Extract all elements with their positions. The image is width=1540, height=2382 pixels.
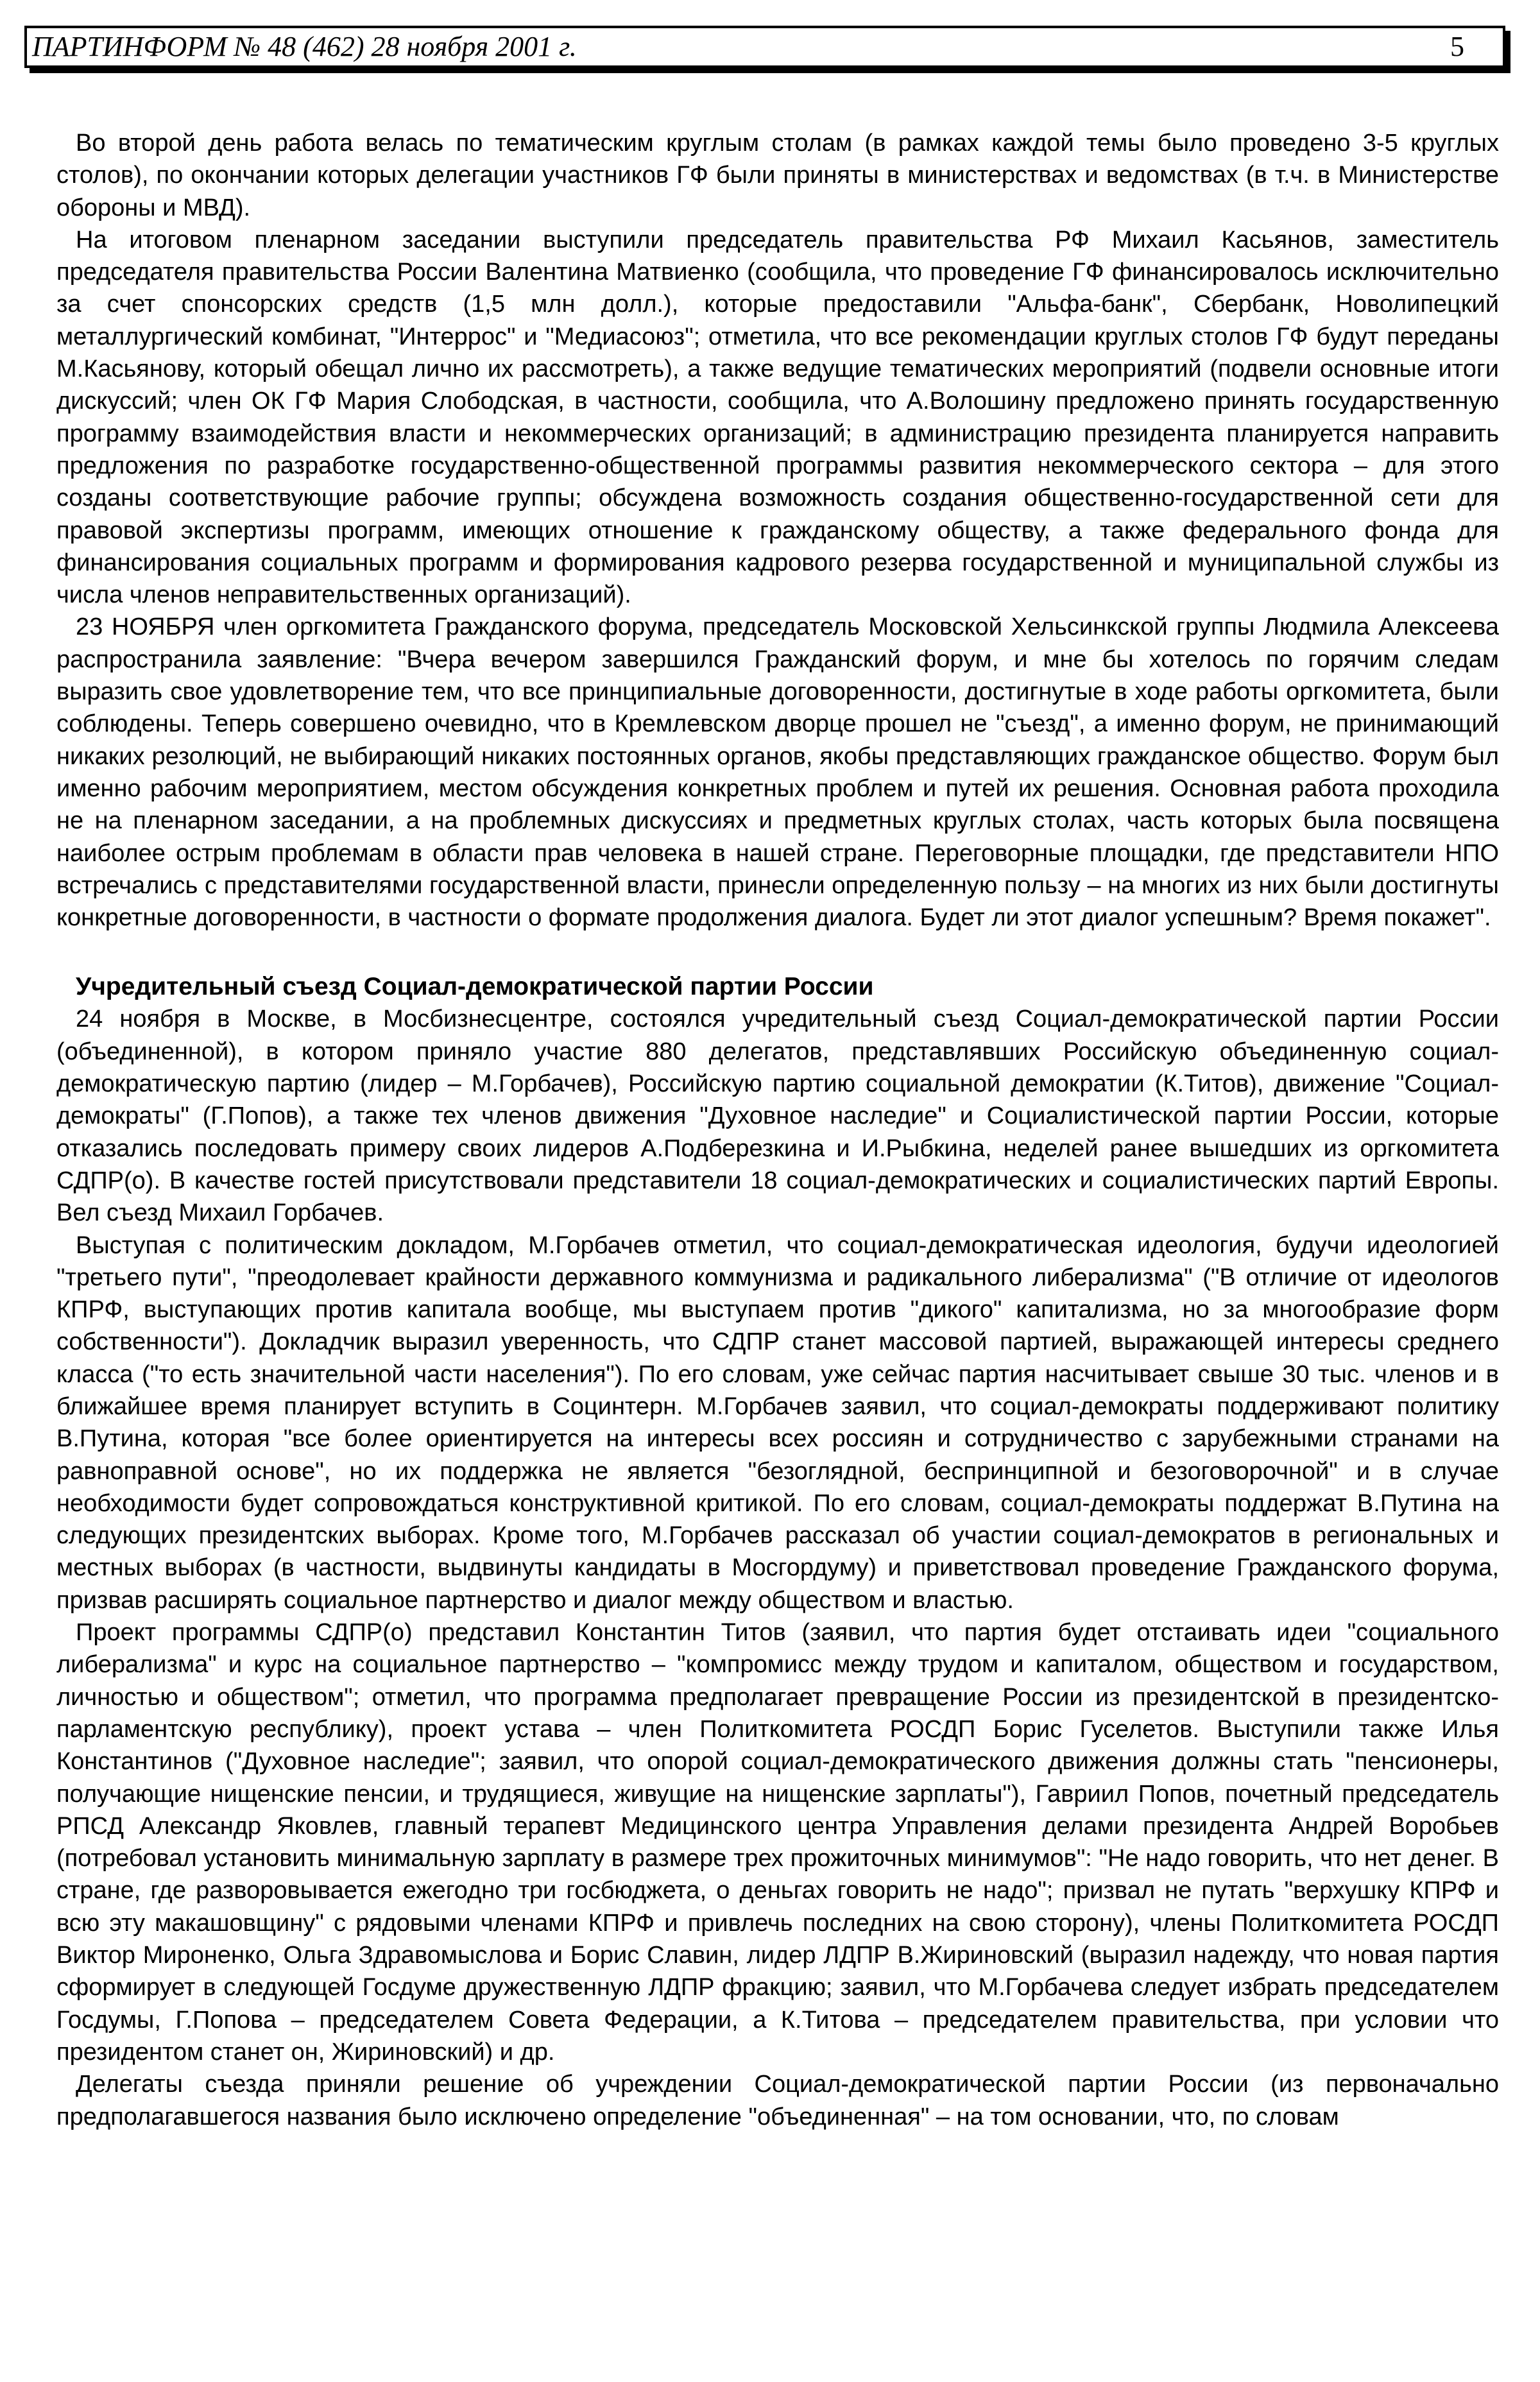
paragraph: 24 ноября в Москве, в Мосбизнесцентре, состоялся учредительный съезд Социал-демократической партии России (объединенной), в котором приняло участие 880 делегатов, представлявших Российскую объединенную социал-демократическую партию (лидер – М.Горбачев), Российскую партию социальной демократии (К.Титов), движение "Социал-демократы" (Г.Попов), а также тех членов движения "Духовное наследие" и Социалистической партии России, которые отказались последовать примеру своих лидеров А.Подберезкина и И.Рыбкина, неделей ранее вышедших из оргкомитета СДПР(о). В качестве гостей присутствовали представители 18 социал-демократических и социалистических партий Европы. Вел съезд Михаил Горбачев. <box>56 1006 1499 1227</box>
paragraph: Делегаты съезда приняли решение об учреждении Социал-демократической партии России (из первоначально предполагавшегося названия было исключено определение "объединенная" – на том основании, что, по словам <box>56 2071 1499 2130</box>
publication-title: ПАРТИНФОРМ № 48 (462) 28 ноября 2001 г. <box>32 31 577 62</box>
article-body <box>56 127 1499 2133</box>
page-number: 5 <box>1450 31 1464 62</box>
paragraph: 23 НОЯБРЯ член оргкомитета Гражданского форума, председатель Московской Хельсинкской группы Людмила Алексеева распространила заявление: "Вчера вечером завершился Гражданский форум, и мне бы хотелось по горячим следам выразить свое удовлетворение тем, что все принципиальные договоренности, достигнутые в ходе работы оргкомитета, были соблюдены. Теперь совершено очевидно, что в Кремлевском дворце прошел не "съезд", а именно форум, не принимающий никаких резолюций, не выбирающий никаких постоянных органов, якобы представляющих гражданское общество. Форум был именно рабочим мероприятием, местом обсуждения конкретных проблем и путей их решения. Основная работа проходила не на пленарном заседании, а на проблемных дискуссиях и предметных круглых столах, часть которых была посвящена наиболее острым проблемам в области прав человека в нашей стране. Переговорные площадки, где представители НПО встречались с представителями государственной власти, принесли определенную пользу – на многих из них были достигнуты конкретные договоренности, в частности о формате продолжения диалога. Будет ли этот диалог успешным? Время покажет". <box>56 613 1499 932</box>
paragraph: Выступая с политическим докладом, М.Горбачев отметил, что социал-демократическая идеология, будучи идеологией "третьего пути", "преодолевает крайности державного коммунизма и радикального либерализма" ("В отличие от идеологов КПРФ, выступающих против капитала вообще, мы выступаем против "дикого" капитализма, но за многообразие форм собственности"). Докладчик выразил уверенность, что СДПР станет массовой партией, выражающей интересы среднего класса ("то есть значительной части населения"). По его словам, уже сейчас партия насчитывает свыше 30 тыс. членов и в ближайшее время планирует вступить в Социнтерн. М.Горбачев заявил, что социал-демократы поддерживают политику В.Путина, которая "все более ориентируется на интересы всех россиян и сотрудничество с зарубежными странами на равноправной основе", но их поддержка не является "безоглядной, беспринципной и безоговорочной" и в случае необходимости будет сопровождаться конструктивной критикой. По его словам, социал-демократы поддержат В.Путина на следующих президентских выборах. Кроме того, М.Горбачев рассказал об участии социал-демократов в региональных и местных выборах (в частности, выдвинуты кандидаты в Мосгордуму) и приветствовал проведение Гражданского форума, призвав расширять социальное партнерство и диалог между обществом и властью. <box>56 1231 1499 1614</box>
page-header <box>24 26 1505 68</box>
paragraph: На итоговом пленарном заседании выступили председатель правительства РФ Михаил Касьянов, заместитель председателя правительства России Валентина Матвиенко (сообщила, что проведение ГФ финансировалось исключительно за счет спонсорских средств (1,5 млн долл.), которые предоставили "Альфа-банк", Сбербанк, Новолипецкий металлургический комбинат, "Интеррос" и "Медиасоюз"; отметила, что все рекомендации круглых столов ГФ будут переданы М.Касьянову, который обещал лично их рассмотреть), а также ведущие тематических мероприятий (подвели основные итоги дискуссий; член ОК ГФ Мария Слободская, в частности, сообщила, что А.Волошину предложено принять государственную программу взаимодействия власти и некоммерческих организаций; в администрацию президента планируется направить предложения по разработке государственно-общественной программы развития некоммерческого сектора – для этого созданы соответствующие рабочие группы; обсуждена возможность создания общественно-государственной сети для правовой экспертизы программ, имеющих отношение к гражданскому обществу, а также федерального фонда для финансирования социальных программ и формирования кадрового резерва государственной и муниципальной службы из числа членов неправительственных организаций). <box>56 226 1499 609</box>
paragraph: Во второй день работа велась по тематическим круглым столам (в рамках каждой темы было проведено 3-5 круглых столов), по окончании которых делегации участников ГФ были приняты в министерствах и ведомствах (в т.ч. в Министерстве обороны и МВД). <box>56 130 1499 221</box>
section-heading: Учредительный съезд Социал-демократической партии России <box>76 973 874 1001</box>
paragraph: Проект программы СДПР(о) представил Константин Титов (заявил, что партия будет отстаивать идеи "социального либерализма" и курс на социальное партнерство – "компромисс между трудом и капиталом, обществом и государством, личностью и обществом"; отметил, что программа предполагает превращение России из президентской в президентско-парламентскую республику), проект устава – член Политкомитета РОСДП Борис Гуселетов. Выступили также Илья Константинов ("Духовное наследие"; заявил, что опорой социал-демократического движения должны стать "пенсионеры, получающие нищенские пенсии, и трудящиеся, живущие на нищенские зарплаты"), Гавриил Попов, почетный председатель РПСД Александр Яковлев, главный терапевт Медицинского центра Управления делами президента Андрей Воробьев (потребовал установить минимальную зарплату в размере трех прожиточных минимумов": "Не надо говорить, что нет денег. В стране, где разворовывается ежегодно три госбюджета, о деньгах говорить не надо"; призвал не путать "верхушку КПРФ и всю эту макашовщину" с рядовыми членами КПРФ и привлечь последних на свою сторону), члены Политкомитета РОСДП Виктор Мироненко, Ольга Здравомыслова и Борис Славин, лидер ЛДПР В.Жириновский (выразил надежду, что новая партия сформирует в следующей Госдуме дружественную ЛДПР фракцию; заявил, что М.Горбачева следует избрать председателем Госдумы, Г.Попова – председателем Совета Федерации, а К.Титова – председателем правительства, при условии что президентом станет он, Жириновский) и др. <box>56 1619 1499 2066</box>
